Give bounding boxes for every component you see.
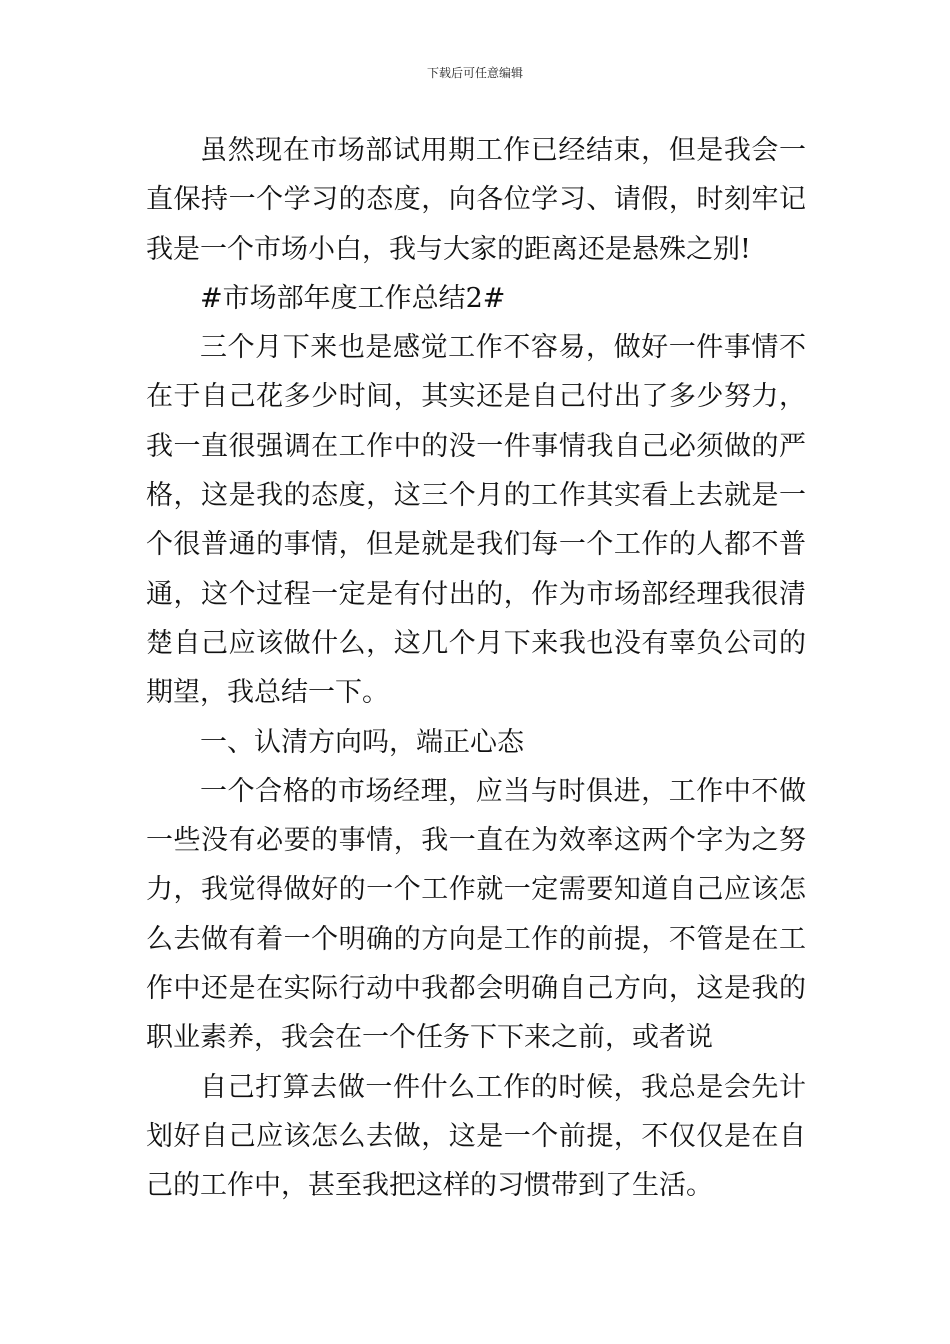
paragraph: 三个月下来也是感觉工作不容易，做好一件事情不在于自己花多少时间，其实还是自己付出了多少努力，我一直很强调在工作中的没一件事情我自己必须做的严格，这是我的态度，这三个月的工作其实看上去就是一个很普通的事情，但是就是我们每一个工作的人都不普通，这个过程一定是有付出的，作为市场部经理我很清楚自己应该做什么，这几个月下来我也没有辜负公司的期望，我总结一下。 — [146, 332, 806, 709]
paragraph: 自己打算去做一件什么工作的时候，我总是会先计划好自己应该怎么去做，这是一个前提，不仅仅是在自己的工作中，甚至我把这样的习惯带到了生活。 — [146, 1071, 806, 1202]
paragraph: 一个合格的市场经理，应当与时俱进，工作中不做一些没有必要的事情，我一直在为效率这两个字为之努力，我觉得做好的一个工作就一定需要知道自己应该怎么去做有着一个明确的方向是工作的前提，不管是在工作中还是在实际行动中我都会明确自己方向，这是我的职业素养，我会在一个任务下下来之前，或者说 — [146, 775, 806, 1054]
header-note: 下载后可任意编辑 — [426, 66, 523, 80]
section-heading: #市场部年度工作总结2# — [200, 282, 506, 314]
section-heading: 一、认清方向吗，端正心态 — [200, 726, 524, 758]
document-body — [146, 126, 806, 1211]
paragraph: 虽然现在市场部试用期工作已经结束，但是我会一直保持一个学习的态度，向各位学习、请假，时刻牢记我是一个市场小白，我与大家的距离还是悬殊之别! — [146, 135, 806, 265]
